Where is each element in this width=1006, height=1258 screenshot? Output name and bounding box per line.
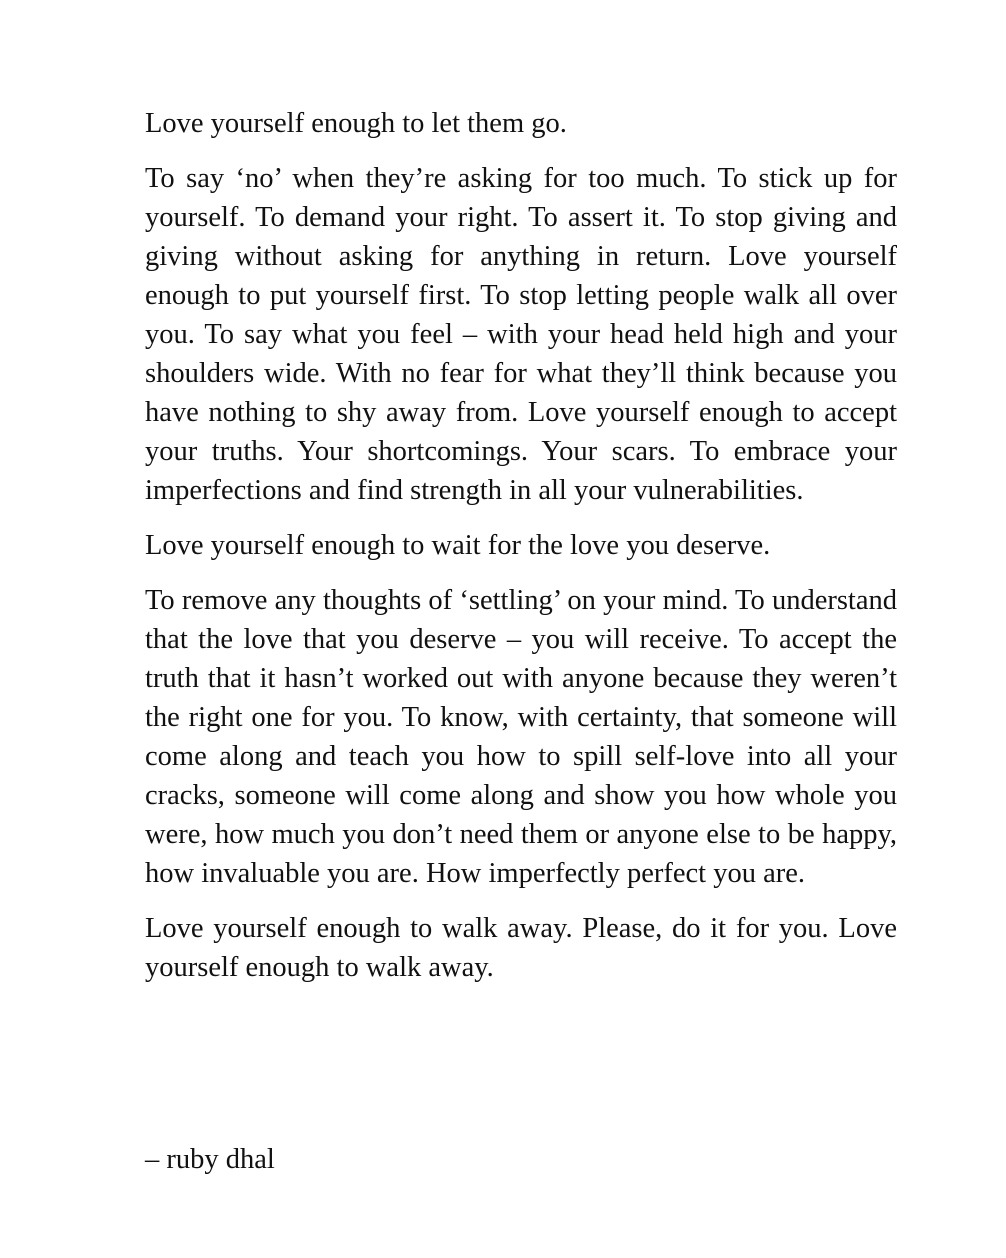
paragraph-4: To remove any thoughts of ‘settling’ on your mind. To understand that the love that you deserve – you will receive. To accept the truth that it hasn’t worked out with anyone because they weren’t the right one for you. To know, with certainty, that someone will come along and teach you how to spill self-love into all your cracks, someone will come along and show you how whole you were, how much you don’t need them or anyone else to be happy, how invaluable you are. How imperfectly perfect you are. — [145, 585, 897, 889]
poem-body — [145, 104, 897, 1003]
author-signature: – ruby dhal — [145, 1144, 275, 1175]
paragraph-2: To say ‘no’ when they’re asking for too much. To stick up for yourself. To demand your right. To assert it. To stop giving and giving without asking for anything in return. Love yourself enough to put yourself first. To stop letting people walk all over you. To say what you feel – with your head held high and your shoulders wide. With no fear for what they’ll think because you have nothing to shy away from. Love yourself enough to accept your truths. Your shortcomings. Your scars. To embrace your imperfections and find strength in all your vulnerabilities. — [145, 163, 897, 506]
paragraph-3: Love yourself enough to wait for the love you deserve. — [145, 530, 771, 561]
paragraph-1: Love yourself enough to let them go. — [145, 108, 567, 139]
paragraph-5: Love yourself enough to walk away. Please, do it for you. Love yourself enough to walk away. — [145, 913, 897, 983]
